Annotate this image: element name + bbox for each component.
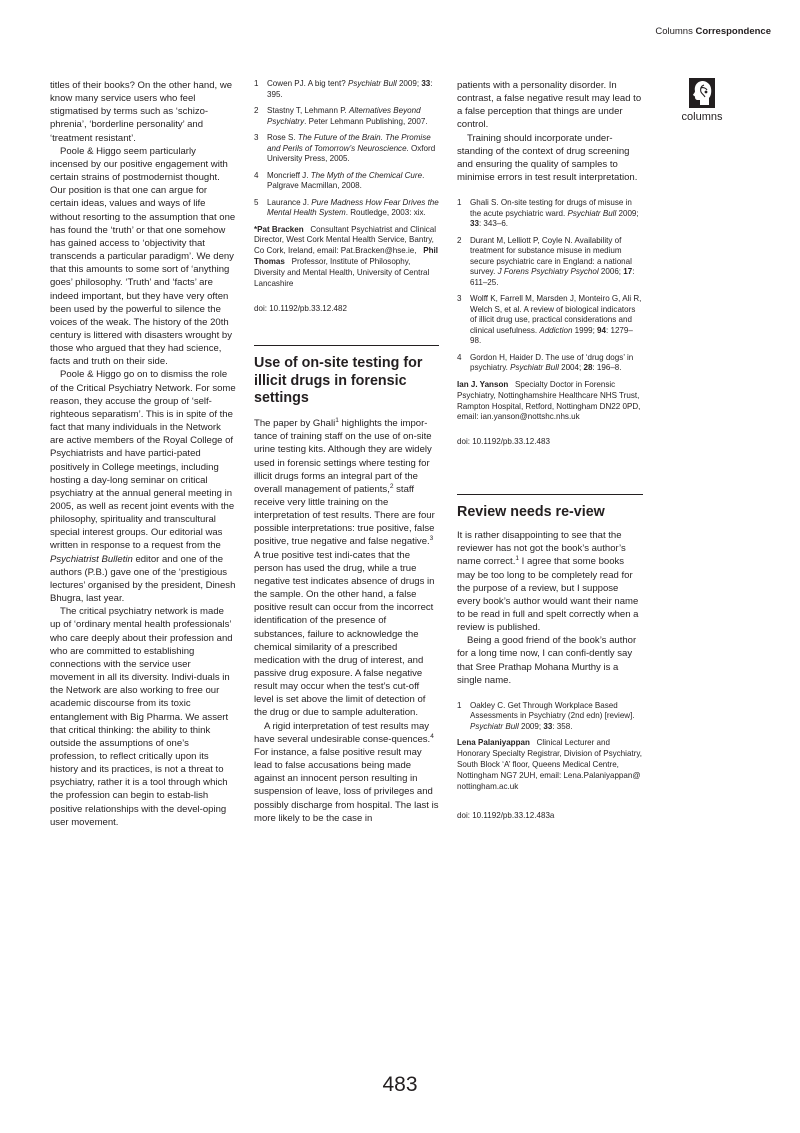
columns-head-icon xyxy=(689,78,715,108)
reference-item: 3 Wolff K, Farrell M, Marsden J, Monteiro G, Ali R, Welch S, et al. A review of biological indicators of illicit drug use, practical considerations and clinical usefulness. Addiction 1999; 94: 1279–98. xyxy=(457,294,642,346)
column-1 xyxy=(50,79,236,829)
body-paragraph: Poole & Higgo go on to dismiss the role of the Critical Psychiatry Network. For some reason, they accuse the group of ‘self-righteous separatism’. This is in spite of the fact that many individuals in the Network are active members of the Royal College of Psychiatrists and have partici-pated positively in College meetings, including hosting a day-long seminar on critical psychiatry at the annual general meeting in 2005, as well as recent joint events with the philosophy, spirituality and transcultural special interest groups. Our editorial was written in response to a request from the Psychiatrist Bulletin editor and one of the authors (P.B.) gave one of the ‘prestigious lectures’ organised by the president, Dinesh Bhugra, last year. xyxy=(50,369,236,605)
header-section: Columns xyxy=(655,26,693,37)
author-affiliation: Ian J. Yanson Specialty Doctor in Forensic Psychiatry, Nottinghamshire Healthcare NHS Trust, Rampton Hospital, Retford, Nottingham DN22 0PD, email: ian.yanson@nottshc.nhs.uk xyxy=(457,379,641,422)
reference-item: 2 Durant M, Lelliott P, Coyle N. Availability of treatment for substance misuse in medium secure psychiatric care in England: a national survey. J Forens Psychiatry Psychol 2006; 17: 611–25. xyxy=(457,235,635,287)
author-name: *Pat Bracken xyxy=(254,224,304,234)
author-name: Ian J. Yanson xyxy=(457,379,509,389)
article-title: Review needs re-view xyxy=(457,504,605,521)
reference-item: 4 Moncrieff J. The Myth of the Chemical Cure. Palgrave Macmillan, 2008. xyxy=(254,170,425,190)
reference-list xyxy=(457,198,643,374)
body-paragraph: It is rather disappointing to see that the reviewer has not got the book’s author’s name correct.$^1$ I agree that some books may be too long to be completely read for the purpose of a review, but I suppose every book’s author would want their name to be read in full and spelt correctly when a review is published. xyxy=(457,530,639,634)
reference-list xyxy=(254,79,439,219)
doi: doi: 10.1192/pb.33.12.483 xyxy=(457,437,550,447)
column-2 xyxy=(254,79,439,825)
section-rule xyxy=(254,345,439,346)
body-paragraph: titles of their books? On the other hand, we know many service users who feel stigmatised by terms such as ‘schizo-phrenia’, ‘borderline personality’ and ‘treatment resistant’. xyxy=(50,80,233,144)
body-paragraph: A rigid interpretation of test results may have several undesirable conse-quences.$^4$ For instance, a false positive result may lead to false accusations being made against an innocent person resulting in suspension of leave, loss of privileges and possibly discharge from hospital. The last is more likely to be the case in xyxy=(254,720,439,824)
body-paragraph: patients with a personality disorder. In contrast, a false negative result may lead to a false perception that things are under control. xyxy=(457,80,642,131)
reference-item: 1 Oakley C. Get Through Workplace Based Assessments in Psychiatry (2nd edn) [review]. Psychiatr Bull 2009; 33: 358. xyxy=(457,700,635,731)
column-3 xyxy=(457,79,643,820)
author-name: Lena Palaniyappan xyxy=(457,738,530,748)
reference-item: 1 Cowen PJ. A big tent? Psychiatr Bull 2009; 33: 395. xyxy=(254,79,433,99)
author-affiliation: Lena Palaniyappan Clinical Lecturer and Honorary Specialty Registrar, Division of Psychiatry, South Block ‘A’ floor, Queens Medical Centre, Nottingham NG7 2UH, email: Lena.Palaniyappan@ nottingham.ac.uk xyxy=(457,738,642,792)
page-number: 483 xyxy=(382,1073,418,1096)
article-title: Use of on-site testing for illicit drugs in forensic settings xyxy=(254,354,423,407)
body-paragraph: Poole & Higgo seem particularly incensed by our positive engagement with certain strains of postmodernist thought. Our position is that one can argue for certain ideas, values and ways of life without resorting to the assumption that one has found the ‘truth’ or that one somehow has gained access to ‘objectivity that transcends a particular paradigm’. We deny that this amounts to some sort of ‘anything goes’ philosophy. ‘Truth’ and ‘facts’ are indeed important, but they have very often been used by the powerful to silence the voices of the weak. The history of the 20th century is littered with disasters wrought by those who argued that they had science, facts and truth on their side. xyxy=(50,145,236,368)
doi: doi: 10.1192/pb.33.12.483a xyxy=(457,810,555,820)
doi: doi: 10.1192/pb.33.12.482 xyxy=(254,303,347,313)
reference-item: 5 Laurance J. Pure Madness How Fear Drives the Mental Health System. Routledge, 2003: xix. xyxy=(254,197,439,217)
body-paragraph: The critical psychiatry network is made up of ‘ordinary mental health professionals’ who care deeply about their profession and who are committed to establishing connections with the service user movement in all its diversity. Indivi-duals in the Network are also working to free our academic discourse from its toxic entanglement with Big Pharma. We assert that critical thinking: the ability to think outside the assumptions of one’s profession, to reflect critically upon its history and its practices, is not a threat to psychiatry, rather it is a tool through which the profession can begin to estab-lish positive relationships with the devel-oping user movement. xyxy=(50,606,233,828)
body-paragraph: The paper by Ghali$^1$ highlights the impor-tance of training staff on the use of on-site urine testing kits. Although they are widely used in forensic settings where testing for illicit drugs forms an integral part of the overall management of patients,$^2$ staff receive very little training on the interpretation of test results. There are four possible interpretations: true positive, false positive, true negative and false negative.$^3$ A true positive test indi-cates that the person has used the drug, while a true negative test indicates absence of drugs in the sample. On the other hand, a false positive result can occur from the incorrect identification of the presence of substances, failure to acknowledge the chemical similarity of a prescribed medication with the drug of interest, and passive drug exposure. A false negative result may occur when the test’s cut-off level is set above the limit of detection of the drug or due to sample adulteration. xyxy=(254,416,435,719)
reference-item: 3 Rose S. The Future of the Brain. The Promise and Perils of Tomorrow’s Neuroscience. Oxford University Press, 2005. xyxy=(254,133,436,163)
journal-italic: Psychiatrist Bulletin xyxy=(50,553,133,565)
header-name: Correspondence xyxy=(695,26,771,37)
running-header xyxy=(655,26,771,37)
body-paragraph: Training should incorporate under-standing of the context of drug screening and ensuring the quality of samples to minimise errors in test result interpretation. xyxy=(457,132,638,184)
reference-item: 2 Stastny T, Lehmann P. Alternatives Beyond Psychiatry. Peter Lehmann Publishing, 2007. xyxy=(254,106,428,126)
columns-label: columns xyxy=(681,111,723,123)
columns-logo xyxy=(676,78,728,123)
author-affiliation: *Pat Bracken Consultant Psychiatrist and Clinical Director, West Cork Mental Health Service, Bantry, Co Cork, Ireland, email: Pat.Bracken@hse.ie, Phil Thomas Professor, Institute of Philosophy, Diversity and Mental Health, University of Central Lancashire xyxy=(254,224,438,289)
reference-item: 1 Ghali S. On-site testing for drugs of misuse in the acute psychiatric ward. Psychiatr Bull 2009; 33: 343–6. xyxy=(457,198,639,229)
body-paragraph: Being a good friend of the book’s author for a long time now, I can confi-dently say that Sree Prathap Mohana Murthy is a single name. xyxy=(457,635,637,686)
reference-list xyxy=(457,701,643,733)
section-rule xyxy=(457,494,643,495)
reference-item: 4 Gordon H, Haider D. The use of ‘drug dogs’ in psychiatry. Psychiatr Bull 2004; 28: 196–8. xyxy=(457,352,634,373)
author-name: Phil Thomas xyxy=(254,246,438,267)
